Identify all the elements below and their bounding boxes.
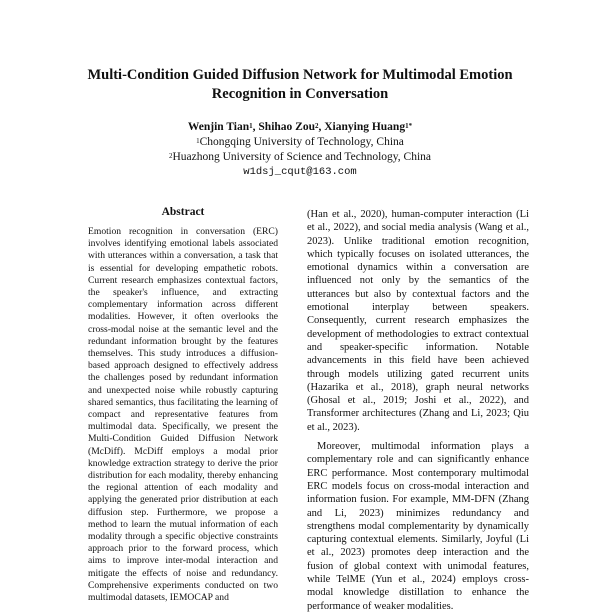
affiliation-text: Chongqing University of Technology, China — [199, 136, 404, 148]
author-affiliation-mark: 1 — [249, 122, 253, 130]
abstract-column — [88, 226, 278, 604]
author-name: Xianying Huang — [324, 121, 406, 133]
author-name: Shihao Zou — [258, 121, 315, 133]
affiliation-text: Huazhong University of Science and Technology, China — [172, 151, 432, 163]
author-email: w1dsj_cqut@163.com — [243, 166, 357, 178]
title-line-2: Recognition in Conversation — [211, 86, 389, 102]
body-paragraph: Moreover, multimodal information plays a complementary role and can significantly enhance ERC performance. Most contemporary multimodal ERC models focus on cross-modal interaction and information fusion. For example, MM-DFN (Zhang and Li, 2023) minimizes redundancy and strengthens modal complementarity by dynamically capturing contextual elements. Similarly, Joyful (Li et al., 2023) promotes deep interaction and the fusion of global context with unimodal features, while TelME (Yun et al., 2024) employs cross-modal knowledge distillation to enhance the performance of weaker modalities. — [307, 441, 529, 612]
author-block — [40, 120, 560, 180]
body-column — [307, 208, 529, 613]
affiliation-mark: 1 — [196, 137, 200, 145]
affiliation — [40, 150, 560, 165]
paper-title — [40, 66, 560, 104]
author-list: Wenjin Tian$^1$, Shihao Zou$^2$, Xianying Huang$^{1*}$ — [187, 121, 413, 133]
abstract-heading: Abstract — [161, 206, 205, 218]
author-name: Wenjin Tian — [187, 121, 250, 133]
title-line-1: Multi-Condition Guided Diffusion Network for Multimodal Emotion — [87, 67, 513, 83]
author-affiliation-mark: 1* — [405, 122, 413, 130]
body-paragraph: (Han et al., 2020), human-computer interaction (Li et al., 2022), and social media analysis (Wang et al., 2023). Unlike traditional emotion recognition, which typically focuses on isolated utterances, the emotional dynamics within a conversation are influenced not only by the semantics of the utterances but also by contextual factors and the emotional interplay between speakers. Consequently, current research emphasizes the development of methodologies to extract contextual and speaker-specific information. Notable advancements in this field have been achieved through models utilizing gated recurrent units (Hazarika et al., 2018), graph neural networks (Ghosal et al., 2019; Joshi et al., 2022), and Transformer architectures (Zhang and Li, 2023; Qiu et al., 2023). — [307, 209, 529, 433]
abstract-text: Emotion recognition in conversation (ERC) involves identifying emotional labels associated with utterances within a conversation, a task that is essential for developing empathetic robots. Current research emphasizes contextual factors, the speaker's influence, and extracting complementary information across different modalities. However, it often overlooks the cross-modal noise at the semantic level and the redundant information brought by the features themselves. This study introduces a diffusion-based approach designed to effectively address the challenges posed by redundant information and unexpected noise while robustly capturing shared semantics, thus facilitating the learning of compact and representative features from multimodal data. Specifically, we present the Multi-Condition Guided Diffusion Network (McDiff). McDiff employs a modal prior knowledge extraction strategy to derive the prior distribution for each modality, thereby enhancing the regional attention of each modality and applying the generated prior distribution at each diffusion step. Furthermore, we propose a method to learn the mutual information of each modality through a specific objective constraints approach prior to the forward process, which aims to improve inter-modal interaction and mitigate the effects of noise and redundancy. Comprehensive experiments conducted on two multimodal datasets, IEMOCAP and — [88, 226, 278, 604]
affiliation — [40, 135, 560, 150]
affiliation-mark: 2 — [168, 152, 173, 160]
author-affiliation-mark: 2 — [314, 122, 319, 130]
